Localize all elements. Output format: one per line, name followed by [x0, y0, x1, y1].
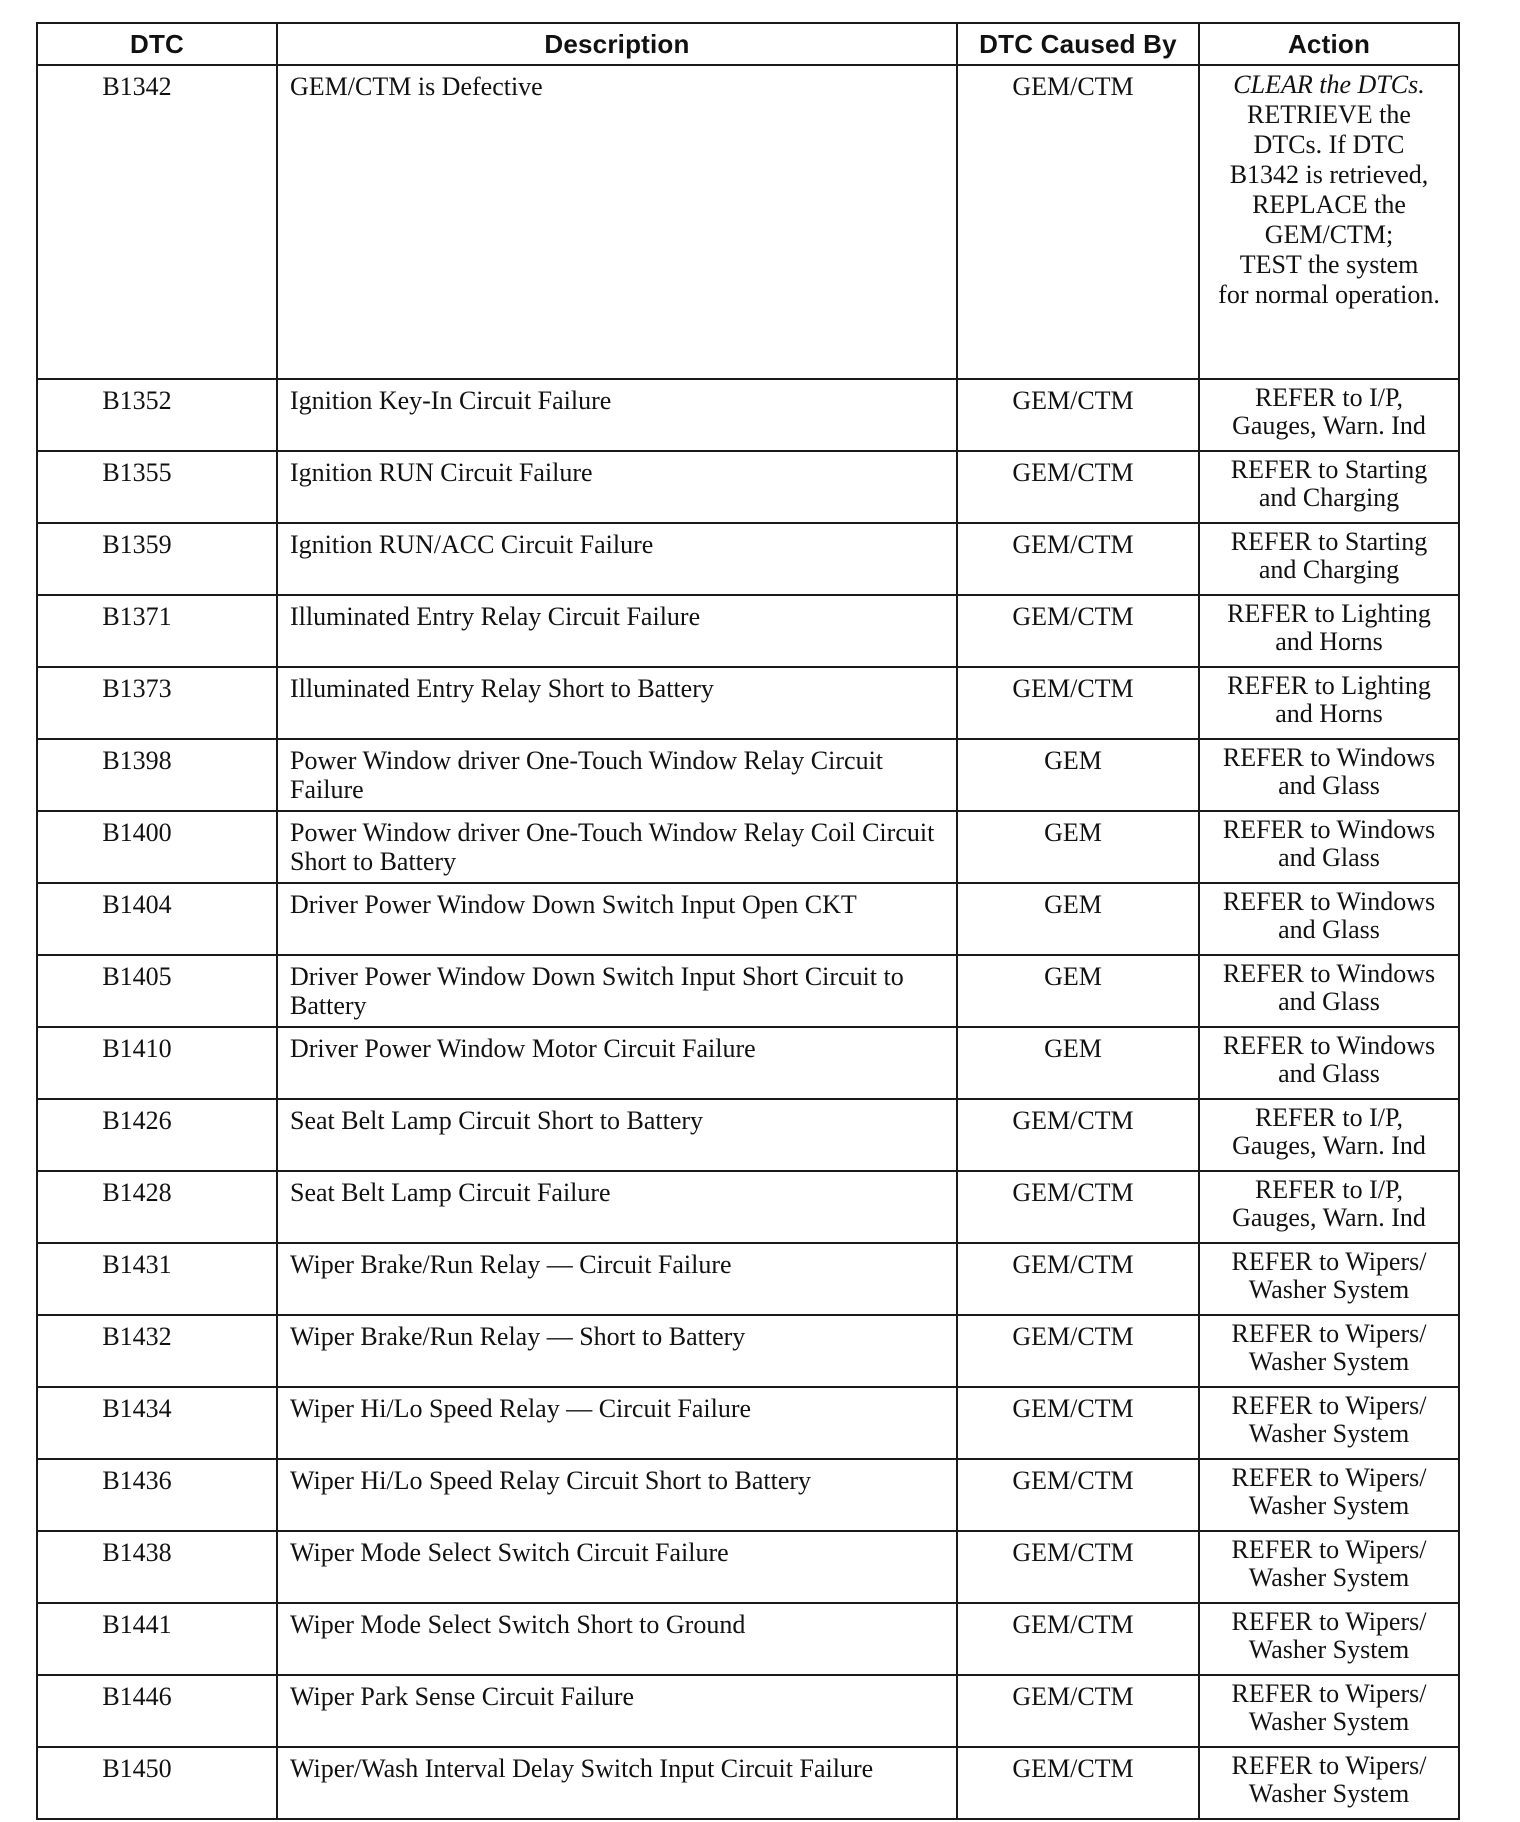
- dtc-code-cell: [37, 1747, 277, 1819]
- caused-by-cell-text: GEM/CTM: [1012, 1682, 1134, 1711]
- dtc-code-cell: [37, 1243, 277, 1315]
- action-line: REFER to Wipers/: [1231, 1535, 1427, 1564]
- dtc-code-cell-text: B1436: [102, 1466, 172, 1495]
- description-cell-text: Wiper Brake/Run Relay — Short to Battery: [290, 1322, 746, 1351]
- action-line: Washer System: [1248, 1707, 1410, 1736]
- description-cell-text: Wiper Hi/Lo Speed Relay Circuit Short to Battery: [290, 1466, 812, 1495]
- description-cell: [277, 1027, 957, 1099]
- dtc-code-cell: [37, 739, 277, 811]
- action-line: REFER to Windows: [1222, 887, 1436, 916]
- caused-by-cell-text: GEM: [1044, 962, 1102, 991]
- action-line: REPLACE the: [1252, 190, 1406, 219]
- caused-by-cell: [957, 451, 1199, 523]
- dtc-code-cell-text: B1426: [102, 1106, 172, 1135]
- table-row: [37, 883, 1459, 955]
- action-cell: [1199, 739, 1459, 811]
- table-row: [37, 1099, 1459, 1171]
- action-line: REFER to Wipers/: [1231, 1319, 1427, 1348]
- dtc-code-cell-text: B1450: [102, 1754, 172, 1783]
- description-cell-text: Ignition RUN Circuit Failure: [290, 458, 593, 487]
- description-cell-text: Illuminated Entry Relay Short to Battery: [290, 674, 714, 703]
- dtc-code-cell: [37, 1315, 277, 1387]
- action-line: REFER to Windows: [1222, 815, 1436, 844]
- dtc-code-cell: [37, 1387, 277, 1459]
- action-cell: [1199, 1747, 1459, 1819]
- action-line: Gauges, Warn. Ind: [1232, 411, 1426, 440]
- action-cell: [1199, 667, 1459, 739]
- action-line: REFER to Wipers/: [1231, 1463, 1427, 1492]
- caused-by-cell-text: GEM/CTM: [1012, 458, 1134, 487]
- action-cell: [1199, 1243, 1459, 1315]
- action-line: and Glass: [1278, 1059, 1380, 1088]
- caused-by-cell: [957, 523, 1199, 595]
- action-line: REFER to Windows: [1222, 959, 1436, 988]
- dtc-code-cell-text: B1405: [102, 962, 172, 991]
- description-cell: [277, 1459, 957, 1531]
- caused-by-cell: [957, 1171, 1199, 1243]
- description-cell-text: Wiper Park Sense Circuit Failure: [290, 1682, 635, 1711]
- table-row: [37, 1747, 1459, 1819]
- action-line: Washer System: [1248, 1779, 1410, 1808]
- dtc-table: [36, 22, 1460, 1820]
- dtc-code-cell-text: B1400: [102, 818, 172, 847]
- action-cell: [1199, 955, 1459, 1027]
- action-line: REFER to Wipers/: [1231, 1391, 1427, 1420]
- table-row: [37, 1027, 1459, 1099]
- caused-by-cell: [957, 811, 1199, 883]
- description-cell-text: Seat Belt Lamp Circuit Failure: [290, 1178, 611, 1207]
- action-cell: [1199, 1387, 1459, 1459]
- header-row: [37, 23, 1459, 65]
- action-line: TEST the system: [1239, 250, 1419, 279]
- dtc-code-cell-text: B1441: [102, 1610, 172, 1639]
- action-line: and Glass: [1278, 915, 1380, 944]
- action-line: REFER to Windows: [1222, 1031, 1436, 1060]
- action-line: Washer System: [1248, 1635, 1410, 1664]
- action-line: and Glass: [1278, 843, 1380, 872]
- action-line: Washer System: [1248, 1419, 1410, 1448]
- action-line: and Glass: [1278, 771, 1380, 800]
- action-line: RETRIEVE the: [1247, 100, 1411, 129]
- table-row: [37, 1387, 1459, 1459]
- caused-by-cell: [957, 667, 1199, 739]
- action-cell: [1199, 523, 1459, 595]
- description-cell: [277, 1675, 957, 1747]
- dtc-code-cell-text: B1373: [102, 674, 172, 703]
- dtc-code-cell: [37, 1459, 277, 1531]
- dtc-code-cell-text: B1446: [102, 1682, 172, 1711]
- table-body: [37, 65, 1459, 1819]
- caused-by-cell: [957, 883, 1199, 955]
- dtc-code-cell: [37, 1099, 277, 1171]
- caused-by-cell-text: GEM: [1044, 746, 1102, 775]
- caused-by-cell: [957, 1675, 1199, 1747]
- action-line: Gauges, Warn. Ind: [1232, 1131, 1426, 1160]
- action-line: DTCs. If DTC: [1253, 130, 1405, 159]
- caused-by-cell-text: GEM/CTM: [1012, 1250, 1134, 1279]
- action-cell: [1199, 379, 1459, 451]
- action-cell: [1199, 65, 1459, 379]
- table-row: [37, 595, 1459, 667]
- description-cell: [277, 1243, 957, 1315]
- caused-by-cell: [957, 379, 1199, 451]
- action-line: CLEAR the DTCs.: [1233, 70, 1425, 99]
- description-cell-text: Power Window driver One-Touch Window Relay Coil Circuit Short to Battery: [290, 818, 935, 876]
- action-cell: [1199, 1099, 1459, 1171]
- description-cell: [277, 523, 957, 595]
- header-dtc: DTC: [37, 23, 277, 65]
- description-cell-text: GEM/CTM is Defective: [290, 72, 543, 101]
- description-cell: [277, 739, 957, 811]
- header-description: Description: [277, 23, 957, 65]
- table-row: [37, 1603, 1459, 1675]
- description-cell: [277, 1531, 957, 1603]
- description-cell: [277, 1603, 957, 1675]
- caused-by-cell-text: GEM/CTM: [1012, 1106, 1134, 1135]
- description-cell: [277, 65, 957, 379]
- description-cell: [277, 811, 957, 883]
- dtc-code-cell-text: B1431: [102, 1250, 172, 1279]
- action-line: REFER to I/P,: [1254, 383, 1404, 412]
- table-row: [37, 1675, 1459, 1747]
- dtc-code-cell-text: B1355: [102, 458, 172, 487]
- action-cell: [1199, 1027, 1459, 1099]
- description-cell-text: Wiper/Wash Interval Delay Switch Input Circuit Failure: [290, 1754, 874, 1783]
- caused-by-cell-text: GEM/CTM: [1012, 1538, 1134, 1567]
- dtc-code-cell-text: B1434: [102, 1394, 172, 1423]
- dtc-code-cell: [37, 1027, 277, 1099]
- caused-by-cell: [957, 1387, 1199, 1459]
- description-cell: [277, 1099, 957, 1171]
- action-line: REFER to Wipers/: [1231, 1247, 1427, 1276]
- action-cell: [1199, 1675, 1459, 1747]
- action-line: REFER to I/P,: [1254, 1103, 1404, 1132]
- action-line: REFER to Wipers/: [1231, 1751, 1427, 1780]
- table-row: [37, 1315, 1459, 1387]
- dtc-code-cell: [37, 379, 277, 451]
- table-row: [37, 1171, 1459, 1243]
- header-action: Action: [1199, 23, 1459, 65]
- action-line: and Charging: [1258, 483, 1400, 512]
- description-cell-text: Seat Belt Lamp Circuit Short to Battery: [290, 1106, 704, 1135]
- table-row: [37, 955, 1459, 1027]
- caused-by-cell: [957, 65, 1199, 379]
- dtc-document: [36, 22, 1458, 1820]
- dtc-code-cell-text: B1398: [102, 746, 172, 775]
- caused-by-cell-text: GEM: [1044, 890, 1102, 919]
- table-row: [37, 811, 1459, 883]
- dtc-code-cell: [37, 451, 277, 523]
- description-cell-text: Wiper Mode Select Switch Circuit Failure: [290, 1538, 729, 1567]
- description-cell: [277, 595, 957, 667]
- action-line: REFER to Starting: [1230, 527, 1428, 556]
- description-cell-text: Driver Power Window Motor Circuit Failure: [290, 1034, 756, 1063]
- dtc-code-cell-text: B1352: [102, 386, 172, 415]
- caused-by-cell: [957, 1243, 1199, 1315]
- dtc-code-cell-text: B1432: [102, 1322, 172, 1351]
- caused-by-cell: [957, 1603, 1199, 1675]
- action-line: and Charging: [1258, 555, 1400, 584]
- dtc-code-cell: [37, 1171, 277, 1243]
- action-line: B1342 is retrieved,: [1229, 160, 1429, 189]
- dtc-code-cell-text: B1410: [102, 1034, 172, 1063]
- caused-by-cell-text: GEM/CTM: [1012, 1178, 1134, 1207]
- caused-by-cell-text: GEM/CTM: [1012, 530, 1134, 559]
- caused-by-cell: [957, 1531, 1199, 1603]
- caused-by-cell-text: GEM: [1044, 1034, 1102, 1063]
- action-cell: [1199, 1603, 1459, 1675]
- dtc-code-cell-text: B1371: [102, 602, 172, 631]
- table-row: [37, 667, 1459, 739]
- dtc-code-cell: [37, 1603, 277, 1675]
- caused-by-cell: [957, 1027, 1199, 1099]
- description-cell-text: Wiper Mode Select Switch Short to Ground: [290, 1610, 746, 1639]
- caused-by-cell-text: GEM: [1044, 818, 1102, 847]
- dtc-code-cell: [37, 811, 277, 883]
- description-cell: [277, 379, 957, 451]
- description-cell-text: Ignition Key-In Circuit Failure: [290, 386, 612, 415]
- action-line: and Glass: [1278, 987, 1380, 1016]
- caused-by-cell-text: GEM/CTM: [1012, 1322, 1134, 1351]
- description-cell-text: Driver Power Window Down Switch Input Open CKT: [290, 890, 857, 919]
- table-row: [37, 379, 1459, 451]
- action-line: REFER to Wipers/: [1231, 1607, 1427, 1636]
- action-line: REFER to I/P,: [1254, 1175, 1404, 1204]
- description-cell-text: Wiper Hi/Lo Speed Relay — Circuit Failure: [290, 1394, 752, 1423]
- table-header: [37, 23, 1459, 65]
- dtc-code-cell: [37, 523, 277, 595]
- caused-by-cell: [957, 955, 1199, 1027]
- dtc-code-cell: [37, 955, 277, 1027]
- table-row: [37, 65, 1459, 379]
- action-line: REFER to Lighting: [1227, 599, 1431, 628]
- action-line: Washer System: [1248, 1563, 1410, 1592]
- action-line: Washer System: [1248, 1491, 1410, 1520]
- action-line: GEM/CTM;: [1264, 220, 1394, 249]
- action-cell: [1199, 1459, 1459, 1531]
- description-cell: [277, 1315, 957, 1387]
- action-cell: [1199, 883, 1459, 955]
- action-line: REFER to Wipers/: [1231, 1679, 1427, 1708]
- caused-by-cell-text: GEM/CTM: [1012, 1610, 1134, 1639]
- dtc-code-cell-text: B1404: [102, 890, 172, 919]
- dtc-code-cell-text: B1428: [102, 1178, 172, 1207]
- table-row: [37, 1243, 1459, 1315]
- description-cell-text: Driver Power Window Down Switch Input Short Circuit to Battery: [290, 962, 904, 1020]
- action-line: Gauges, Warn. Ind: [1232, 1203, 1426, 1232]
- table-row: [37, 1531, 1459, 1603]
- dtc-code-cell-text: B1438: [102, 1538, 172, 1567]
- dtc-code-cell: [37, 883, 277, 955]
- table-row: [37, 451, 1459, 523]
- description-cell-text: Power Window driver One-Touch Window Relay Circuit Failure: [290, 746, 884, 804]
- description-cell: [277, 667, 957, 739]
- table-row: [37, 523, 1459, 595]
- action-cell: [1199, 595, 1459, 667]
- dtc-code-cell-text: B1342: [102, 72, 172, 101]
- action-cell: [1199, 1531, 1459, 1603]
- description-cell-text: Ignition RUN/ACC Circuit Failure: [290, 530, 654, 559]
- action-cell: [1199, 1171, 1459, 1243]
- caused-by-cell-text: GEM/CTM: [1012, 1466, 1134, 1495]
- caused-by-cell: [957, 1747, 1199, 1819]
- table-row: [37, 739, 1459, 811]
- dtc-code-cell: [37, 1675, 277, 1747]
- caused-by-cell-text: GEM/CTM: [1012, 72, 1134, 101]
- action-line: and Horns: [1275, 627, 1383, 656]
- description-cell: [277, 883, 957, 955]
- action-line: REFER to Starting: [1230, 455, 1428, 484]
- description-cell: [277, 451, 957, 523]
- dtc-code-cell: [37, 667, 277, 739]
- action-cell: [1199, 1315, 1459, 1387]
- caused-by-cell: [957, 595, 1199, 667]
- caused-by-cell-text: GEM/CTM: [1012, 602, 1134, 631]
- dtc-code-cell: [37, 65, 277, 379]
- action-line: for normal operation.: [1218, 280, 1440, 309]
- caused-by-cell: [957, 1315, 1199, 1387]
- dtc-code-cell-text: B1359: [102, 530, 172, 559]
- action-line: REFER to Lighting: [1227, 671, 1431, 700]
- caused-by-cell: [957, 1099, 1199, 1171]
- action-cell: [1199, 451, 1459, 523]
- description-cell: [277, 1387, 957, 1459]
- caused-by-cell: [957, 739, 1199, 811]
- description-cell: [277, 1747, 957, 1819]
- description-cell-text: Illuminated Entry Relay Circuit Failure: [290, 602, 701, 631]
- action-line: and Horns: [1275, 699, 1383, 728]
- caused-by-cell-text: GEM/CTM: [1012, 386, 1134, 415]
- table-row: [37, 1459, 1459, 1531]
- caused-by-cell-text: GEM/CTM: [1012, 1754, 1134, 1783]
- description-cell: [277, 1171, 957, 1243]
- description-cell: [277, 955, 957, 1027]
- action-cell: [1199, 811, 1459, 883]
- header-caused-by: DTC Caused By: [957, 23, 1199, 65]
- dtc-code-cell: [37, 1531, 277, 1603]
- action-line: Washer System: [1248, 1275, 1410, 1304]
- action-line: Washer System: [1248, 1347, 1410, 1376]
- caused-by-cell: [957, 1459, 1199, 1531]
- caused-by-cell-text: GEM/CTM: [1012, 1394, 1134, 1423]
- action-line: REFER to Windows: [1222, 743, 1436, 772]
- dtc-code-cell: [37, 595, 277, 667]
- caused-by-cell-text: GEM/CTM: [1012, 674, 1134, 703]
- description-cell-text: Wiper Brake/Run Relay — Circuit Failure: [290, 1250, 732, 1279]
